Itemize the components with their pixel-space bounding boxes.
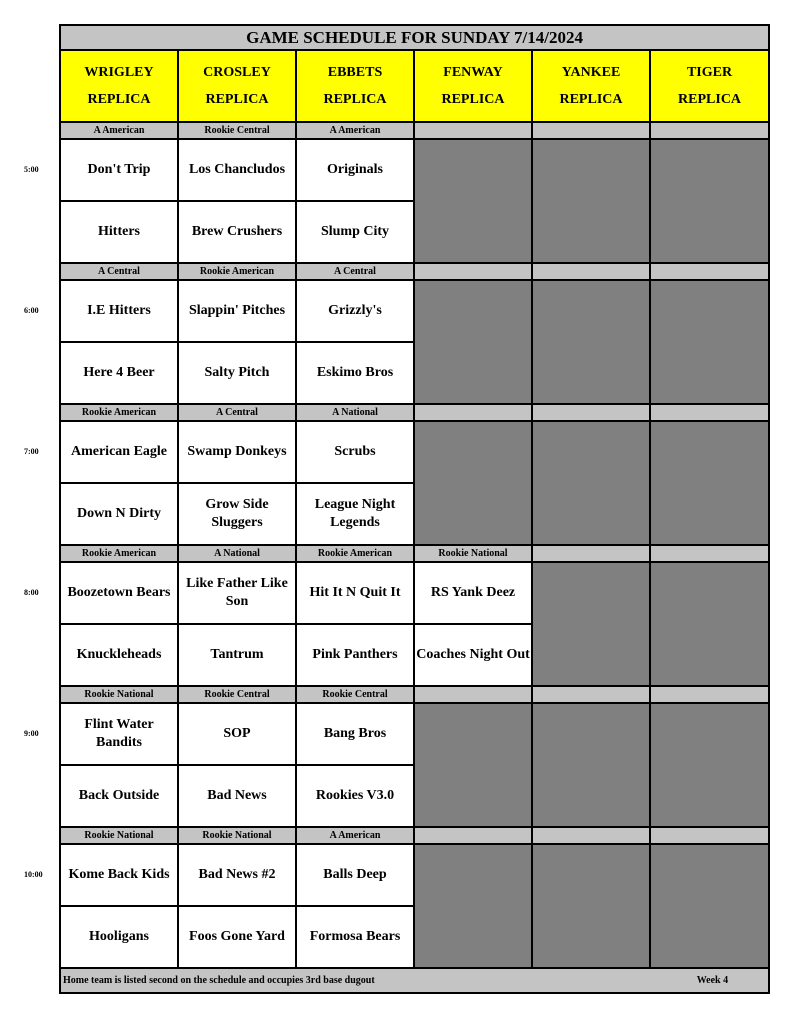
home-team: Bad News xyxy=(178,765,296,827)
field-type: REPLICA xyxy=(87,92,151,107)
away-team-row xyxy=(60,139,769,201)
unused-slot xyxy=(414,421,532,545)
division-label xyxy=(532,404,650,421)
away-team: Boozetown Bears xyxy=(60,562,178,624)
home-team: Coaches Night Out xyxy=(414,624,532,686)
division-label xyxy=(414,404,532,421)
field-type: REPLICA xyxy=(678,92,742,107)
home-team: Back Outside xyxy=(60,765,178,827)
home-team: Tantrum xyxy=(178,624,296,686)
field-header xyxy=(650,50,769,122)
away-team: Hit It N Quit It xyxy=(296,562,414,624)
home-team: Eskimo Bros xyxy=(296,342,414,404)
home-team: Hooligans xyxy=(60,906,178,968)
home-team: Grow Side Sluggers xyxy=(178,483,296,545)
division-label: A National xyxy=(296,404,414,421)
division-label: Rookie Central xyxy=(178,686,296,703)
division-label xyxy=(532,545,650,562)
schedule-title: GAME SCHEDULE FOR SUNDAY 7/14/2024 xyxy=(60,25,769,50)
division-row xyxy=(60,404,769,421)
division-label: Rookie American xyxy=(60,545,178,562)
time-slot-label: 8:00 xyxy=(24,588,39,597)
division-label: A American xyxy=(296,122,414,139)
field-header xyxy=(178,50,296,122)
away-team: Scrubs xyxy=(296,421,414,483)
division-row xyxy=(60,686,769,703)
field-name: TIGER xyxy=(686,65,733,80)
away-team: SOP xyxy=(178,703,296,765)
away-team: Like Father Like Son xyxy=(178,562,296,624)
division-label xyxy=(650,263,769,280)
home-team: Foos Gone Yard xyxy=(178,906,296,968)
field-name: YANKEE xyxy=(561,65,621,80)
division-label xyxy=(414,686,532,703)
division-label xyxy=(532,122,650,139)
away-team-row xyxy=(60,421,769,483)
home-team: Down N Dirty xyxy=(60,483,178,545)
footer-note: Home team is listed second on the schedule and occupies 3rd base dugout xyxy=(63,975,375,986)
division-label xyxy=(414,827,532,844)
unused-slot xyxy=(532,139,650,263)
unused-slot xyxy=(414,280,532,404)
home-team: Brew Crushers xyxy=(178,201,296,263)
away-team-row xyxy=(60,562,769,624)
unused-slot xyxy=(532,844,650,968)
field-header xyxy=(296,50,414,122)
away-team: I.E Hitters xyxy=(60,280,178,342)
division-label: Rookie American xyxy=(60,404,178,421)
field-type: REPLICA xyxy=(441,92,505,107)
division-label: A Central xyxy=(60,263,178,280)
away-team: Originals xyxy=(296,139,414,201)
away-team: Kome Back Kids xyxy=(60,844,178,906)
division-row xyxy=(60,545,769,562)
division-label xyxy=(650,404,769,421)
division-label xyxy=(532,827,650,844)
unused-slot xyxy=(532,421,650,545)
away-team: Los Chancludos xyxy=(178,139,296,201)
division-label xyxy=(650,686,769,703)
division-row xyxy=(60,263,769,280)
division-label: Rookie National xyxy=(60,686,178,703)
footer xyxy=(60,968,769,993)
away-team: Swamp Donkeys xyxy=(178,421,296,483)
away-team-row xyxy=(60,844,769,906)
field-name: EBBETS xyxy=(327,65,383,80)
unused-slot xyxy=(414,703,532,827)
unused-slot xyxy=(650,844,769,968)
division-label xyxy=(414,263,532,280)
away-team-row xyxy=(60,280,769,342)
field-type: REPLICA xyxy=(205,92,269,107)
division-label: A Central xyxy=(296,263,414,280)
unused-slot xyxy=(650,562,769,686)
division-label: Rookie American xyxy=(178,263,296,280)
schedule-body xyxy=(60,25,769,993)
division-label xyxy=(650,827,769,844)
field-header xyxy=(414,50,532,122)
schedule-table xyxy=(59,24,770,994)
home-team: League Night Legends xyxy=(296,483,414,545)
away-team-row xyxy=(60,703,769,765)
time-slot-label: 5:00 xyxy=(24,165,39,174)
time-slot-label: 6:00 xyxy=(24,306,39,315)
away-team: Don't Trip xyxy=(60,139,178,201)
away-team: Grizzly's xyxy=(296,280,414,342)
unused-slot xyxy=(650,139,769,263)
unused-slot xyxy=(414,139,532,263)
title-row xyxy=(60,25,769,50)
unused-slot xyxy=(414,844,532,968)
field-type: REPLICA xyxy=(323,92,387,107)
home-team: Rookies V3.0 xyxy=(296,765,414,827)
unused-slot xyxy=(532,562,650,686)
unused-slot xyxy=(532,280,650,404)
division-label xyxy=(414,122,532,139)
division-label: A American xyxy=(296,827,414,844)
division-label: A National xyxy=(178,545,296,562)
home-team: Knuckleheads xyxy=(60,624,178,686)
field-name: CROSLEY xyxy=(203,65,271,80)
division-row xyxy=(60,827,769,844)
division-label: Rookie National xyxy=(178,827,296,844)
field-header xyxy=(60,50,178,122)
away-team: Slappin' Pitches xyxy=(178,280,296,342)
footer-row xyxy=(60,968,769,993)
time-slot-label: 10:00 xyxy=(24,870,43,879)
division-label: Rookie National xyxy=(414,545,532,562)
division-label xyxy=(532,686,650,703)
away-team: Bad News #2 xyxy=(178,844,296,906)
away-team: Balls Deep xyxy=(296,844,414,906)
division-label: Rookie National xyxy=(60,827,178,844)
field-header-row xyxy=(60,50,769,122)
home-team: Slump City xyxy=(296,201,414,263)
division-label: Rookie Central xyxy=(296,686,414,703)
division-label xyxy=(650,122,769,139)
unused-slot xyxy=(650,280,769,404)
division-label xyxy=(532,263,650,280)
away-team: American Eagle xyxy=(60,421,178,483)
home-team: Formosa Bears xyxy=(296,906,414,968)
unused-slot xyxy=(650,703,769,827)
home-team: Pink Panthers xyxy=(296,624,414,686)
away-team: Bang Bros xyxy=(296,703,414,765)
time-slot-label: 9:00 xyxy=(24,729,39,738)
unused-slot xyxy=(650,421,769,545)
division-row xyxy=(60,122,769,139)
unused-slot xyxy=(532,703,650,827)
time-slot-label: 7:00 xyxy=(24,447,39,456)
division-label: Rookie Central xyxy=(178,122,296,139)
away-team: Flint Water Bandits xyxy=(60,703,178,765)
field-type: REPLICA xyxy=(559,92,623,107)
home-team: Hitters xyxy=(60,201,178,263)
division-label: Rookie American xyxy=(296,545,414,562)
field-header xyxy=(532,50,650,122)
week-label: Week 4 xyxy=(696,975,729,986)
division-label: A Central xyxy=(178,404,296,421)
home-team: Here 4 Beer xyxy=(60,342,178,404)
division-label xyxy=(650,545,769,562)
away-team: RS Yank Deez xyxy=(414,562,532,624)
home-team: Salty Pitch xyxy=(178,342,296,404)
field-name: FENWAY xyxy=(443,65,503,80)
division-label: A American xyxy=(60,122,178,139)
field-name: WRIGLEY xyxy=(84,65,154,80)
